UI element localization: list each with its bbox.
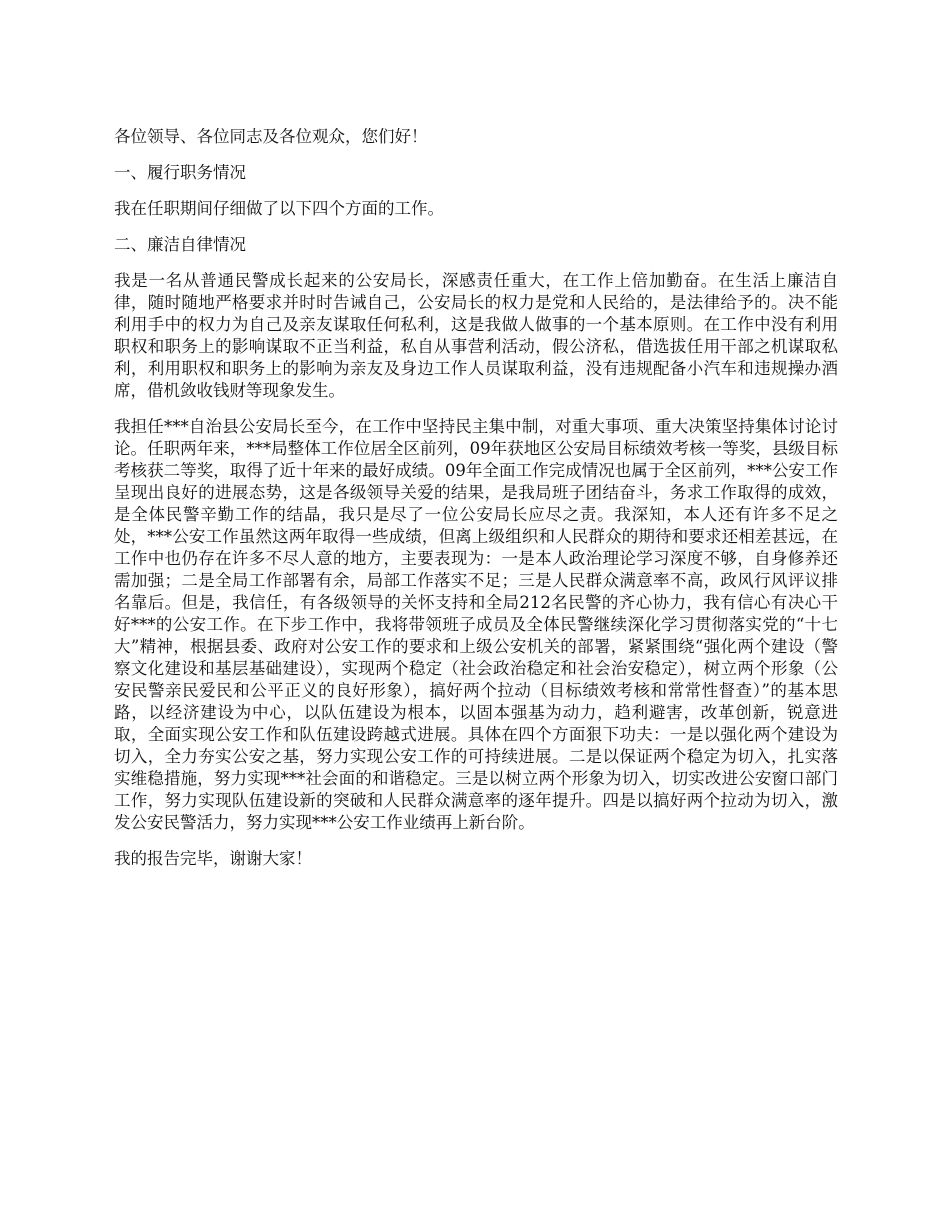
greeting-paragraph: 各位领导、各位同志及各位观众，您们好！ [114,127,428,146]
section2-paragraph-2: 我担任***自治县公安局长至今，在工作中坚持民主集中制，对重大事项、重大决策坚持集体讨论讨论。任职两年来，***局整体工作位居全区前列，09年获地区公安局目标绩效考核一等奖，县级目标考核获二等奖，取得了近十年来的最好成绩。09年全面工作完成情况也属于全区前列，***公安工作呈现出良好的进展态势，这是各级领导关爱的结果，是我局班子团结奋斗，务求工作取得的成效，是全体民警辛勤工作的结晶，我只是尽了一位公安局长应尽之责。我深知，本人还有许多不足之处，***公安工作虽然这两年取得一些成绩，但离上级组织和人民群众的期待和要求还相差甚远，在工作中也仍存在许多不尽人意的地方，主要表现为：一是本人政治理论学习深度不够，自身修养还需加强；二是全局工作部署有余，局部工作落实不足；三是人民群众满意率不高，政风行风评议排名靠后。但是，我信任，有各级领导的关怀支持和全局212名民警的齐心协力，我有信心有决心干好***的公安工作。在下步工作中，我将带领班子成员及全体民警继续深化学习贯彻落实党的“十七大”精神，根据县委、政府对公安工作的要求和上级公安机关的部署，紧紧围绕“强化两个建设（警察文化建设和基层基础建设），实现两个稳定（社会政治稳定和社会治安稳定），树立两个形象（公安民警亲民爱民和公平正义的良好形象），搞好两个拉动（目标绩效考核和常常性督查）”的基本思路，以经济建设为中心，以队伍建设为根本，以固本强基为动力，趋利避害，改革创新，锐意进取，全面实现公安工作和队伍建设跨越式进展。具体在四个方面狠下功夫：一是以强化两个建设为切入，全力夯实公安之基，努力实现公安工作的可持续进展。二是以保证两个稳定为切入，扎实落实维稳措施，努力实现***社会面的和谐稳定。三是以树立两个形象为切入，切实改进公安窗口部门工作，努力实现队伍建设新的突破和人民群众满意率的逐年提升。四是以搞好两个拉动为切入，激发公安民警活力，努力实现***公安工作业绩再上新台阶。 [114,417,838,832]
section2-heading: 二、廉洁自律情况 [114,235,246,254]
section1-paragraph: 我在任职期间仔细做了以下四个方面的工作。 [114,199,444,218]
section2-paragraph-1: 我是一名从普通民警成长起来的公安局长，深感责任重大，在工作上倍加勤奋。在生活上廉洁自律，随时随地严格要求并时时告诫自己，公安局长的权力是党和人民给的，是法律给予的。决不能利用手中的权力为自己及亲友谋取任何私利，这是我做人做事的一个基本原则。在工作中没有利用职权和职务上的影响谋取不正当利益，私自从事营利活动，假公济私，借选拔任用干部之机谋取私利，利用职权和职务上的影响为亲友及身边工作人员谋取利益，没有违规配备小汽车和违规操办酒席，借机敛收钱财等现象发生。 [114,271,838,400]
closing-paragraph: 我的报告完毕，谢谢大家！ [114,849,312,868]
document-body [114,126,838,884]
section1-heading: 一、履行职务情况 [114,163,246,182]
